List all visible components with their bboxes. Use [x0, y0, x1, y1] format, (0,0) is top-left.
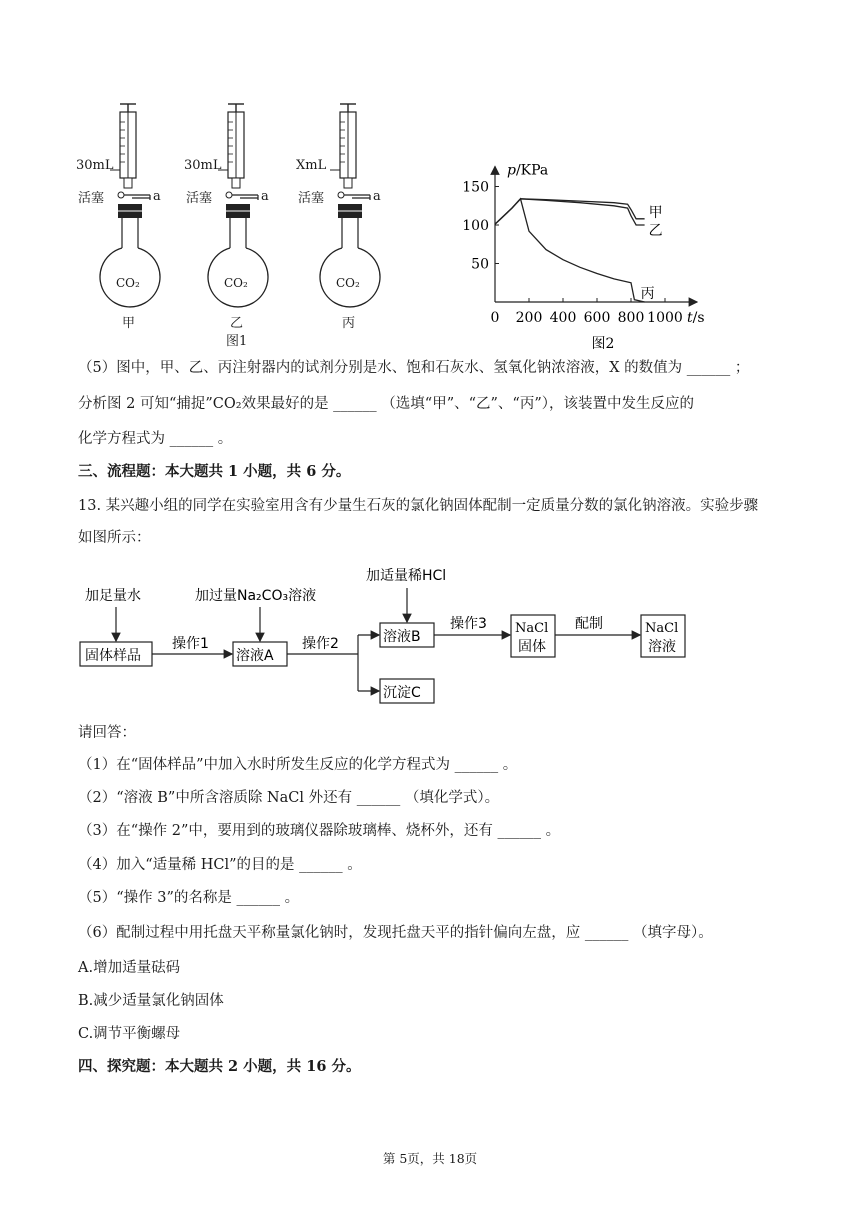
label-add-hcl: 加适量稀HCl: [366, 568, 447, 584]
x-tick-label: 800: [617, 310, 645, 326]
x-axis-label: t/s: [687, 310, 705, 326]
label-prepare: 配制: [575, 616, 603, 632]
page-footer: 第 5页，共 18页: [382, 1151, 478, 1166]
label-nacl-1: NaCl: [515, 621, 549, 636]
questions-intro: 请回答：: [78, 725, 136, 741]
y-tick-label: 50: [471, 256, 489, 273]
flow-diagram: [70, 555, 720, 715]
question-4: （4）加入“适量稀 HCl”的目的是 ______ 。: [78, 857, 362, 873]
series-label-1: 甲: [648, 204, 663, 221]
question-3: （3）在“操作 2”中，要用到的玻璃仪器除玻璃棒、烧杯外，还有 ______ 。: [78, 823, 561, 839]
figure-1-apparatus: [70, 98, 410, 348]
question-1: （1）在“固体样品”中加入水时所发生反应的化学方程式为 ______ 。: [78, 757, 518, 773]
label-add-na2co3: 加过量Na₂CO₃溶液: [195, 588, 317, 604]
y-axis-label: p/KPa: [507, 162, 549, 179]
x-tick-label: 0: [490, 310, 500, 326]
label-op1: 操作1: [172, 636, 209, 652]
x-tick-label: 600: [583, 310, 611, 326]
option-c: C.调节平衡螺母: [78, 1026, 181, 1042]
label-solution-b: 溶液B: [383, 629, 421, 645]
name-label-bing: 丙: [342, 316, 356, 331]
label-solid: 固体: [518, 639, 546, 655]
y-tick-label: 100: [462, 218, 489, 234]
valve-label-jia: 活塞: [78, 191, 105, 206]
option-b: B.减少适量氯化钠固体: [78, 993, 224, 1009]
question-2: （2）“溶液 B”中所含溶质除 NaCl 外还有 ______ （填化学式）。: [78, 790, 500, 806]
figure-2-chart: [455, 160, 725, 350]
port-label-yi: a: [261, 189, 269, 204]
label-solution: 溶液: [648, 639, 676, 655]
figure-1-caption: 图1: [226, 334, 248, 349]
x-tick-label: 1000: [647, 310, 683, 326]
q12-5-line1: （5）图中，甲、乙、丙注射器内的试剂分别是水、饱和石灰水、氢氧化钠浓溶液，X 的数值为 ______ ；: [78, 360, 750, 376]
question-6: （6）配制过程中用托盘天平称量氯化钠时，发现托盘天平的指针偏向左盘，应 ______ （填字母）。: [78, 925, 713, 941]
gas-label-jia: CO₂: [116, 276, 140, 290]
name-label-jia: 甲: [122, 316, 136, 331]
valve-label-yi: 活塞: [186, 191, 213, 206]
option-a: A.增加适量砝码: [78, 960, 181, 976]
y-tick-label: 150: [462, 179, 489, 196]
port-label-bing: a: [373, 189, 381, 204]
label-op2: 操作2: [302, 636, 339, 652]
label-nacl-2: NaCl: [645, 621, 679, 636]
series-label-3: 丙: [640, 286, 655, 302]
volume-label-jia: 30mL: [76, 158, 114, 173]
port-label-jia: a: [153, 189, 161, 204]
q13-line2: 如图所示：: [78, 530, 151, 546]
question-5: （5）“操作 3”的名称是 ______ 。: [78, 890, 300, 906]
series-line-3: [495, 199, 645, 302]
gas-label-yi: CO₂: [224, 276, 248, 290]
figure-2-caption: 图2: [591, 336, 615, 350]
label-precipitate-c: 沉淀C: [383, 685, 421, 701]
label-add-water: 加足量水: [85, 588, 141, 604]
label-solution-a: 溶液A: [236, 648, 274, 664]
name-label-yi: 乙: [230, 316, 244, 331]
label-solid-sample: 固体样品: [85, 648, 141, 664]
series-label-2: 乙: [648, 223, 663, 239]
valve-label-bing: 活塞: [298, 191, 325, 206]
volume-label-bing: XmL: [296, 158, 327, 173]
volume-label-yi: 30mL: [184, 158, 222, 173]
gas-label-bing: CO₂: [336, 276, 360, 290]
q12-5-line2: 分析图 2 可知“捕捉”CO₂效果最好的是 ______ （选填“甲”、“乙”、“丙”），该装置中发生反应的: [78, 396, 695, 412]
q13-line1: 13. 某兴趣小组的同学在实验室用含有少量生石灰的氯化钠固体配制一定质量分数的氯化钠溶液。实验步骤: [78, 498, 759, 514]
x-tick-label: 400: [549, 310, 577, 326]
label-op3: 操作3: [450, 616, 487, 632]
x-tick-label: 200: [515, 310, 543, 326]
section-4-heading: 四、探究题：本大题共 2 小题，共 16 分。: [78, 1058, 361, 1075]
section-3-heading: 三、流程题：本大题共 1 小题，共 6 分。: [78, 463, 351, 480]
q12-5-line3: 化学方程式为 ______ 。: [78, 431, 233, 447]
